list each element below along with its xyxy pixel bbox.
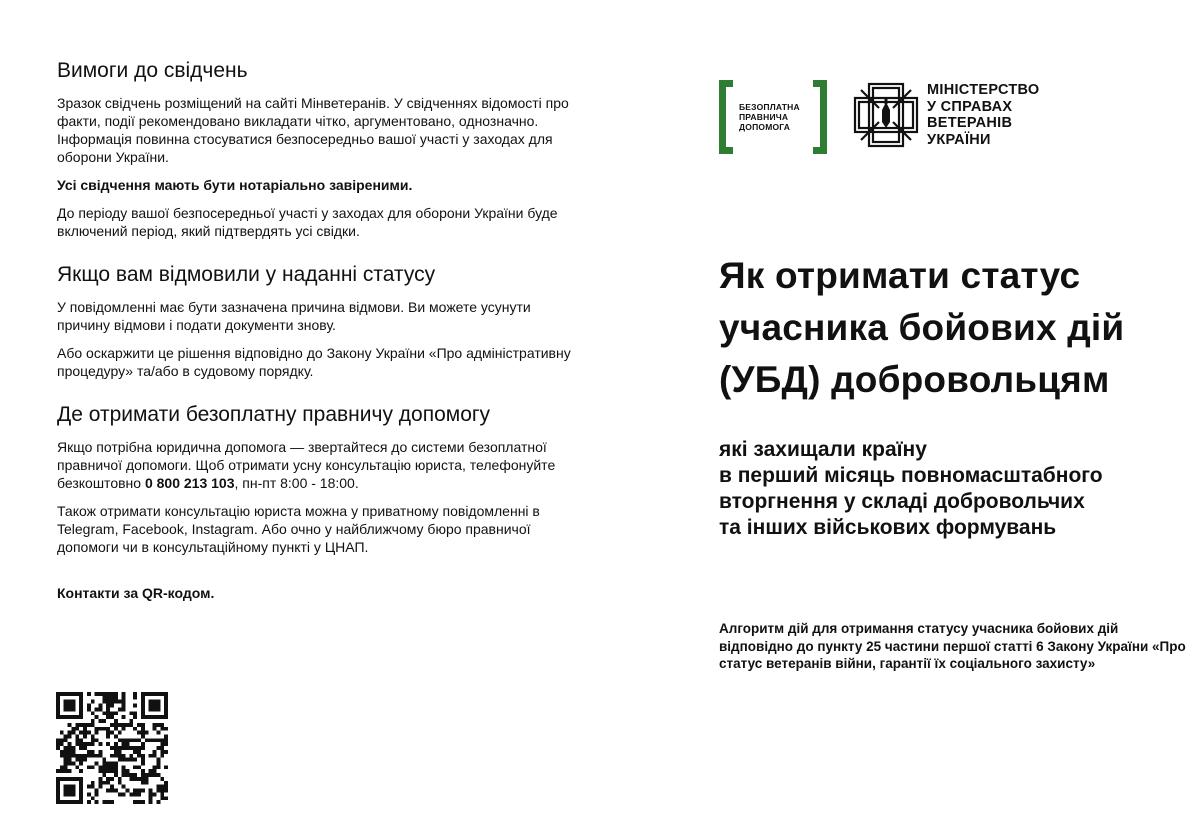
page-title: [719, 250, 1199, 406]
ministry-emblem-icon: [853, 82, 919, 148]
section-free-legal-aid: [57, 402, 587, 556]
title-line: Як отримати статус: [719, 255, 1081, 296]
algorithm-description: Алгоритм дій для отримання статусу учасника бойових дій відповідно до пункту 25 частини першої статті 6 Закону України «Про статус ветеранів війни, гарантії їх соціального захисту»: [719, 621, 1186, 671]
ministry-line: У СПРАВАХ: [927, 98, 1013, 115]
paragraph: Або оскаржити це рішення відповідно до Закону України «Про адміністративну процедуру» та/або в судовому порядку.: [57, 345, 571, 379]
logo-line: БЕЗОПЛАТНА: [739, 102, 800, 112]
hotline-phone[interactable]: 0 800 213 103: [144, 475, 235, 491]
subtitle: [719, 437, 1189, 541]
ministry-name: [927, 82, 1040, 148]
logo-line: ПРАВНИЧА: [739, 112, 789, 122]
paragraph: У повідомленні має бути зазначена причина відмови. Ви можете усунути причину відмови і подати документи знову.: [57, 299, 531, 333]
paragraph: Також отримати консультацію юриста можна у приватному повідомленні в Telegram, Facebook, Instagram. Або очно у найближчому бюро правничої допомоги чи в консультаційному пункті у ЦНАП.: [57, 503, 540, 555]
subtitle-line: та інших військових формувань: [719, 516, 1057, 539]
section-testimony-requirements: [57, 58, 587, 240]
subtitle-line: вторгнення у складі добровольчих: [719, 490, 1085, 513]
left-column: [57, 58, 587, 612]
paragraph: До періоду вашої безпосередньої участі у заходах для оборони України буде включений період, який підтвердять усі свідки.: [57, 205, 558, 239]
subtitle-line: в перший місяць повномасштабного: [719, 464, 1103, 487]
paragraph: Зразок свідчень розміщений на сайті Мінветеранів. У свідченнях відомості про факти, події рекомендовано викладати чітко, аргументовано, однозначно. Інформація повинна стосуватися безпосередньо вашої участі у заходах для оборони України.: [57, 95, 569, 165]
paragraph: [57, 438, 587, 492]
ministry-line: УКРАЇНИ: [927, 131, 991, 148]
section-refusal: [57, 262, 587, 380]
ministry-line: МІНІСТЕРСТВО: [927, 82, 1040, 98]
left-bracket-icon: [719, 80, 733, 154]
logo-text: [739, 102, 800, 132]
section-heading: Якщо вам відмовили у наданні статусу: [57, 263, 436, 286]
text: Якщо потрібна юридична допомога — звертайтеся до системи безоплатної правничої допомоги. Щоб отримати усну консультацію юриста, телефонуйте безкоштовно: [57, 439, 556, 491]
section-heading: Вимоги до свідчень: [57, 59, 248, 82]
free-legal-aid-logo: [719, 80, 827, 154]
ministry-line: ВЕТЕРАНІВ: [927, 115, 1013, 131]
title-line: учасника бойових дій: [719, 307, 1125, 348]
qr-label: Контакти за QR-кодом.: [57, 585, 215, 601]
right-bracket-icon: [813, 80, 827, 154]
text: , пн-пт 8:00 - 18:00.: [234, 475, 359, 491]
logo-line: ДОПОМОГА: [739, 122, 791, 132]
section-heading: Де отримати безоплатну правничу допомогу: [57, 403, 491, 426]
paragraph-bold: Усі свідчення мають бути нотаріально завіреними.: [57, 177, 413, 193]
subtitle-line: які захищали країну: [719, 438, 927, 461]
qr-code[interactable]: [56, 692, 168, 804]
title-line: (УБД) добровольцям: [719, 359, 1110, 400]
